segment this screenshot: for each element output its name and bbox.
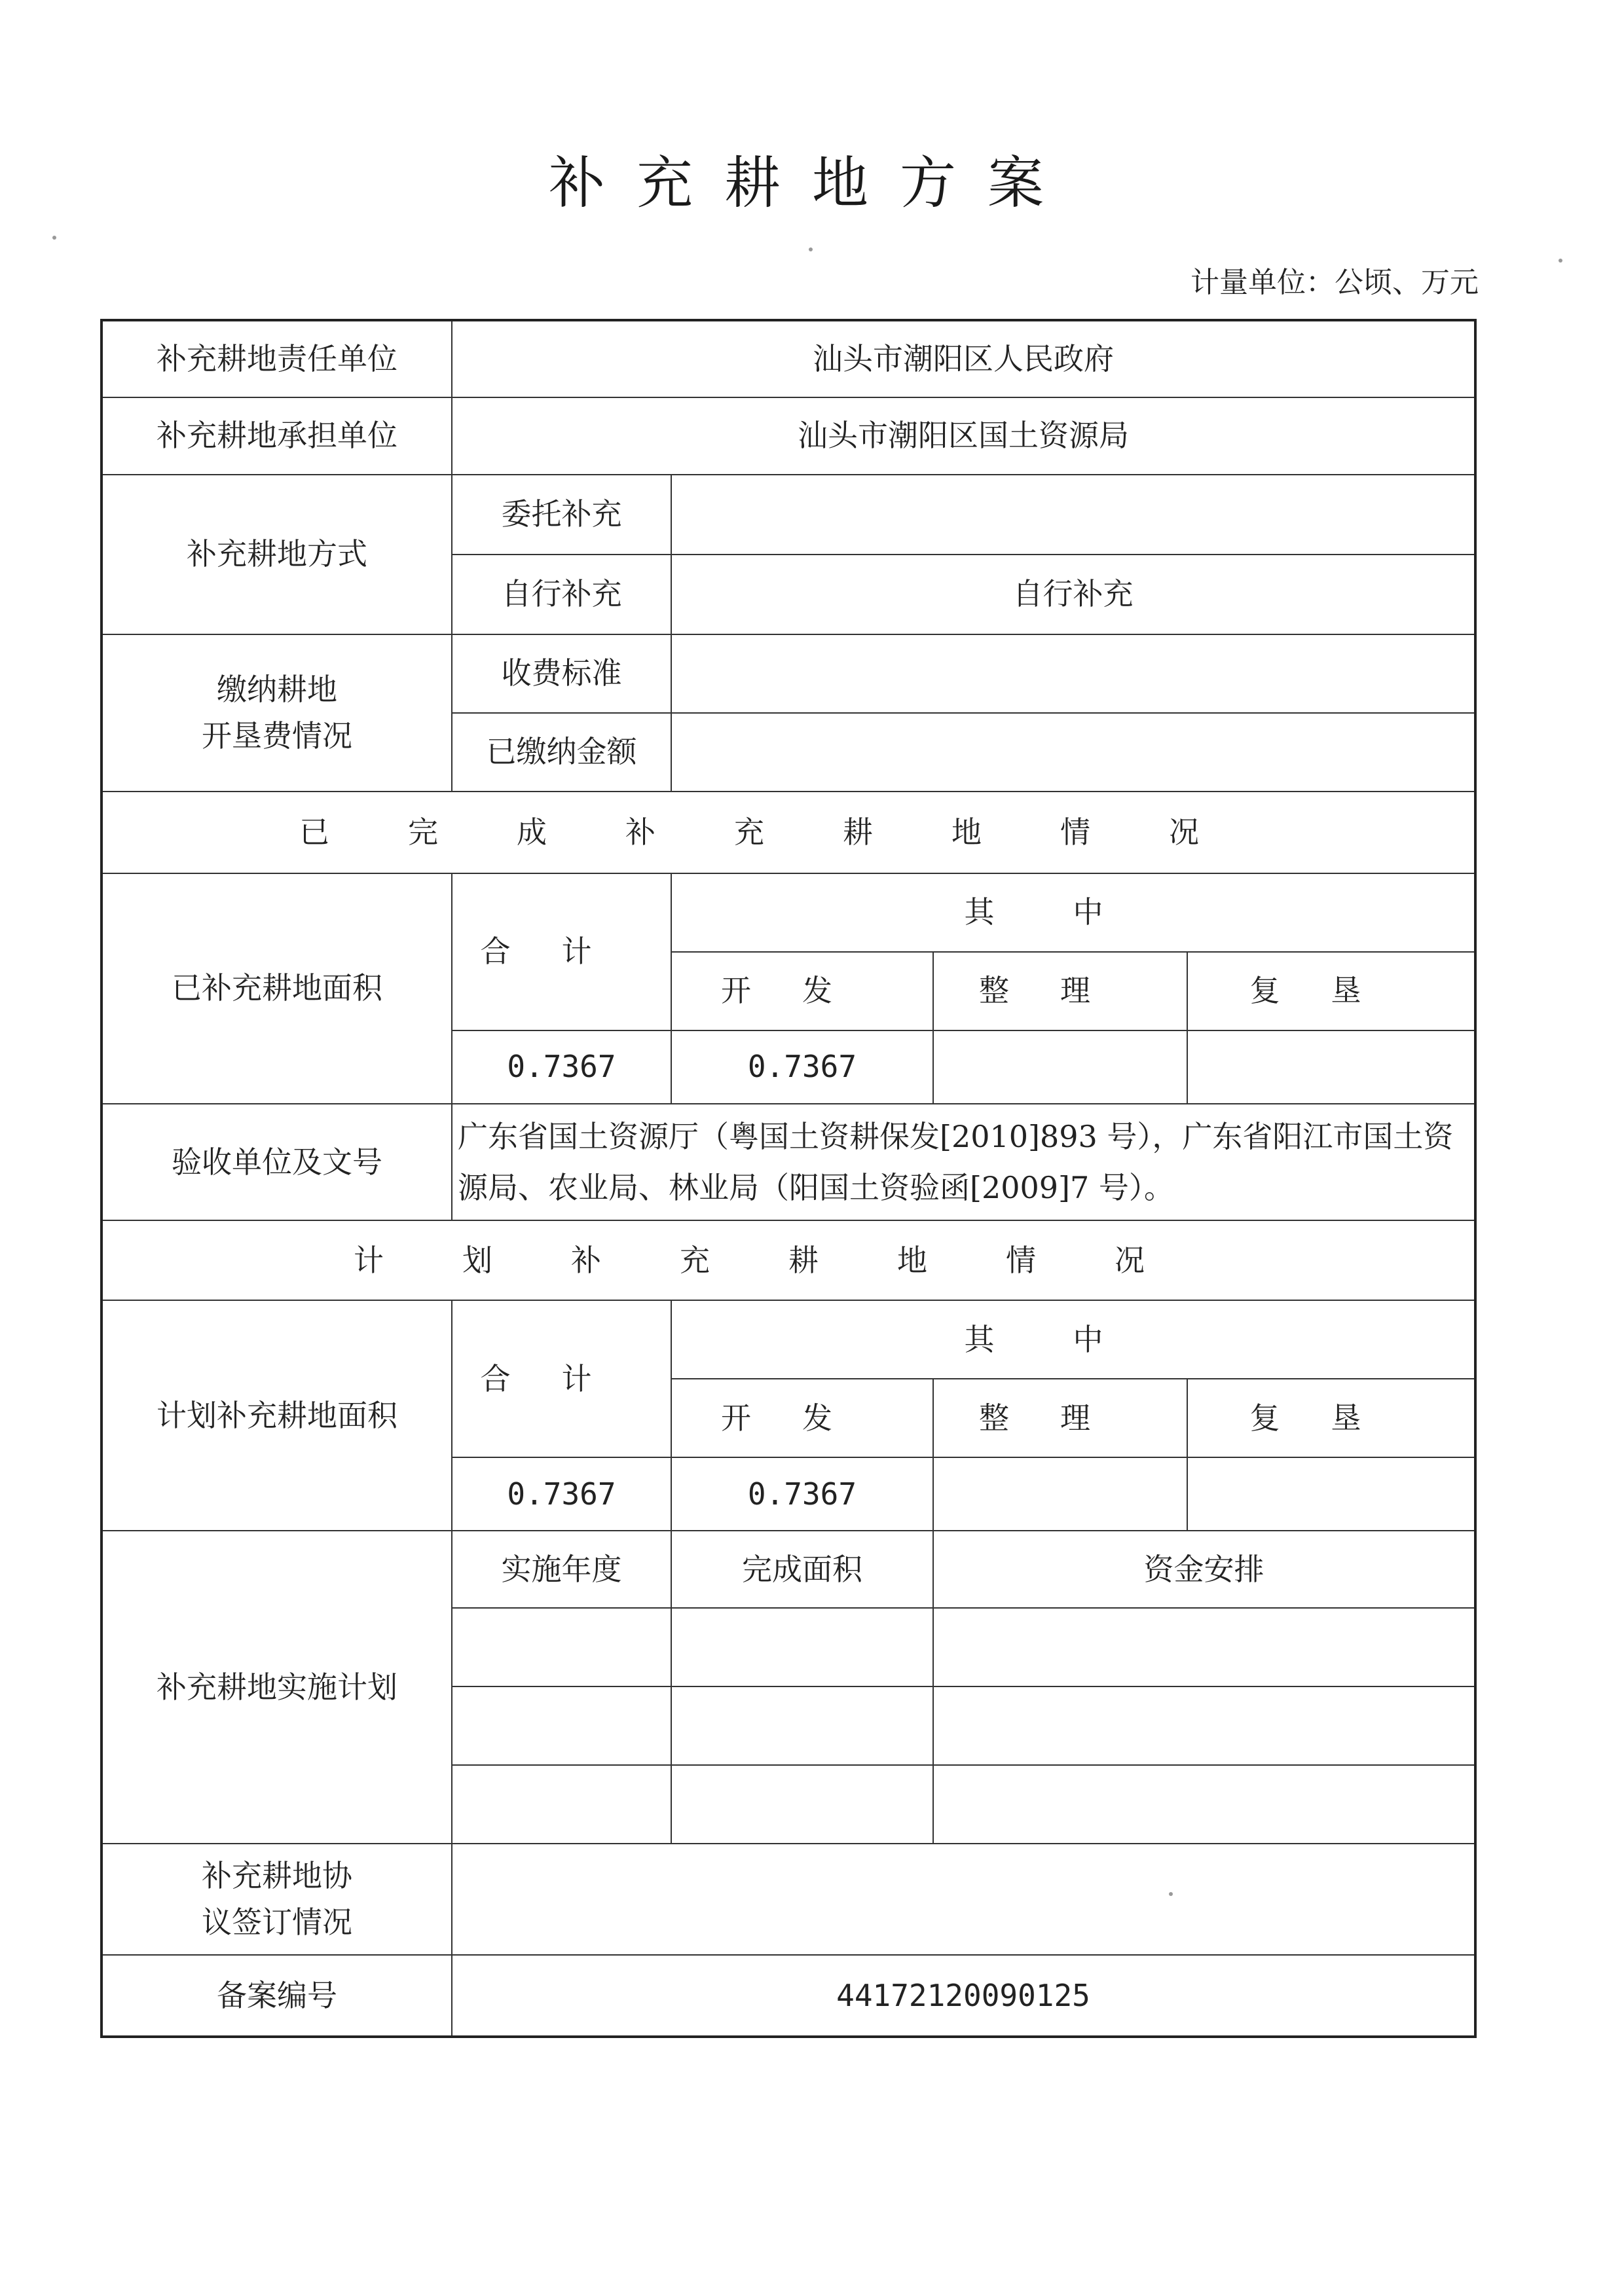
planned-total-value: 0.7367	[452, 1457, 671, 1531]
bearer-unit-label: 补充耕地承担单位	[101, 397, 452, 475]
plan-label: 补充耕地实施计划	[101, 1531, 452, 1844]
plan-funds-header: 资金安排	[933, 1531, 1475, 1608]
scan-speck	[1169, 1892, 1173, 1896]
plan-year-header: 实施年度	[452, 1531, 671, 1608]
bearer-unit-value: 汕头市潮阳区国土资源局	[452, 397, 1475, 475]
completed-of-which-header: 其中	[671, 873, 1475, 952]
record-value: 44172120090125	[452, 1955, 1475, 2037]
record-label: 备案编号	[101, 1955, 452, 2037]
completed-area-label: 已补充耕地面积	[101, 873, 452, 1104]
plan-row-3-funds	[933, 1765, 1475, 1844]
completed-section-title: 已完成补充耕地情况	[101, 792, 1475, 873]
method-self-value: 自行补充	[671, 555, 1475, 634]
completed-reclaim-value	[1187, 1030, 1475, 1104]
planned-arrange-value	[933, 1457, 1187, 1531]
planned-of-which-header: 其中	[671, 1300, 1475, 1379]
planned-arrange-header: 整理	[933, 1379, 1187, 1457]
completed-arrange-value	[933, 1030, 1187, 1104]
scan-speck	[52, 236, 56, 240]
agreement-label-line-1: 补充耕地协	[202, 1858, 352, 1894]
fee-standard-value	[671, 634, 1475, 713]
fee-label-line-2: 开垦费情况	[202, 718, 352, 754]
planned-develop-value: 0.7367	[671, 1457, 933, 1531]
unit-note: 计量单位：公顷、万元	[1190, 266, 1479, 299]
agreement-label	[101, 1844, 452, 1955]
fee-label-line-1: 缴纳耕地	[217, 671, 337, 707]
resp-unit-value: 汕头市潮阳区人民政府	[452, 320, 1475, 397]
page-title: 补充耕地方案	[549, 151, 1075, 216]
method-entrust-value	[671, 475, 1475, 555]
plan-row-2-year	[452, 1686, 671, 1765]
plan-row-3-area	[671, 1765, 933, 1844]
method-self-label: 自行补充	[452, 555, 671, 634]
resp-unit-label: 补充耕地责任单位	[101, 320, 452, 397]
completed-total-value: 0.7367	[452, 1030, 671, 1104]
fee-paid-value	[671, 713, 1475, 792]
acceptance-label: 验收单位及文号	[101, 1104, 452, 1220]
completed-arrange-header: 整理	[933, 952, 1187, 1030]
planned-develop-header: 开发	[671, 1379, 933, 1457]
plan-row-1-funds	[933, 1608, 1475, 1686]
planned-reclaim-header: 复垦	[1187, 1379, 1475, 1457]
fee-paid-label: 已缴纳金额	[452, 713, 671, 792]
fee-standard-label: 收费标准	[452, 634, 671, 713]
plan-row-1-year	[452, 1608, 671, 1686]
completed-total-header: 合计	[452, 873, 671, 1030]
agreement-value	[452, 1844, 1475, 1955]
planned-total-header: 合计	[452, 1300, 671, 1457]
supplementary-farmland-form	[100, 319, 1477, 2038]
method-label: 补充耕地方式	[101, 475, 452, 634]
method-entrust-label: 委托补充	[452, 475, 671, 555]
scan-speck	[1559, 259, 1562, 263]
scan-speck	[809, 247, 813, 251]
plan-row-2-area	[671, 1686, 933, 1765]
plan-row-2-funds	[933, 1686, 1475, 1765]
plan-area-header: 完成面积	[671, 1531, 933, 1608]
fee-label	[101, 634, 452, 792]
plan-row-1-area	[671, 1608, 933, 1686]
acceptance-value: 广东省国土资源厅（粤国土资耕保发[2010]893 号），广东省阳江市国土资源局、农业局、林业局（阳国土资验函[2009]7 号）。	[452, 1104, 1475, 1220]
completed-develop-header: 开发	[671, 952, 933, 1030]
planned-area-label: 计划补充耕地面积	[101, 1300, 452, 1531]
planned-section-title: 计划补充耕地情况	[101, 1220, 1475, 1300]
completed-develop-value: 0.7367	[671, 1030, 933, 1104]
agreement-label-line-2: 议签订情况	[202, 1904, 352, 1941]
plan-row-3-year	[452, 1765, 671, 1844]
completed-reclaim-header: 复垦	[1187, 952, 1475, 1030]
planned-reclaim-value	[1187, 1457, 1475, 1531]
